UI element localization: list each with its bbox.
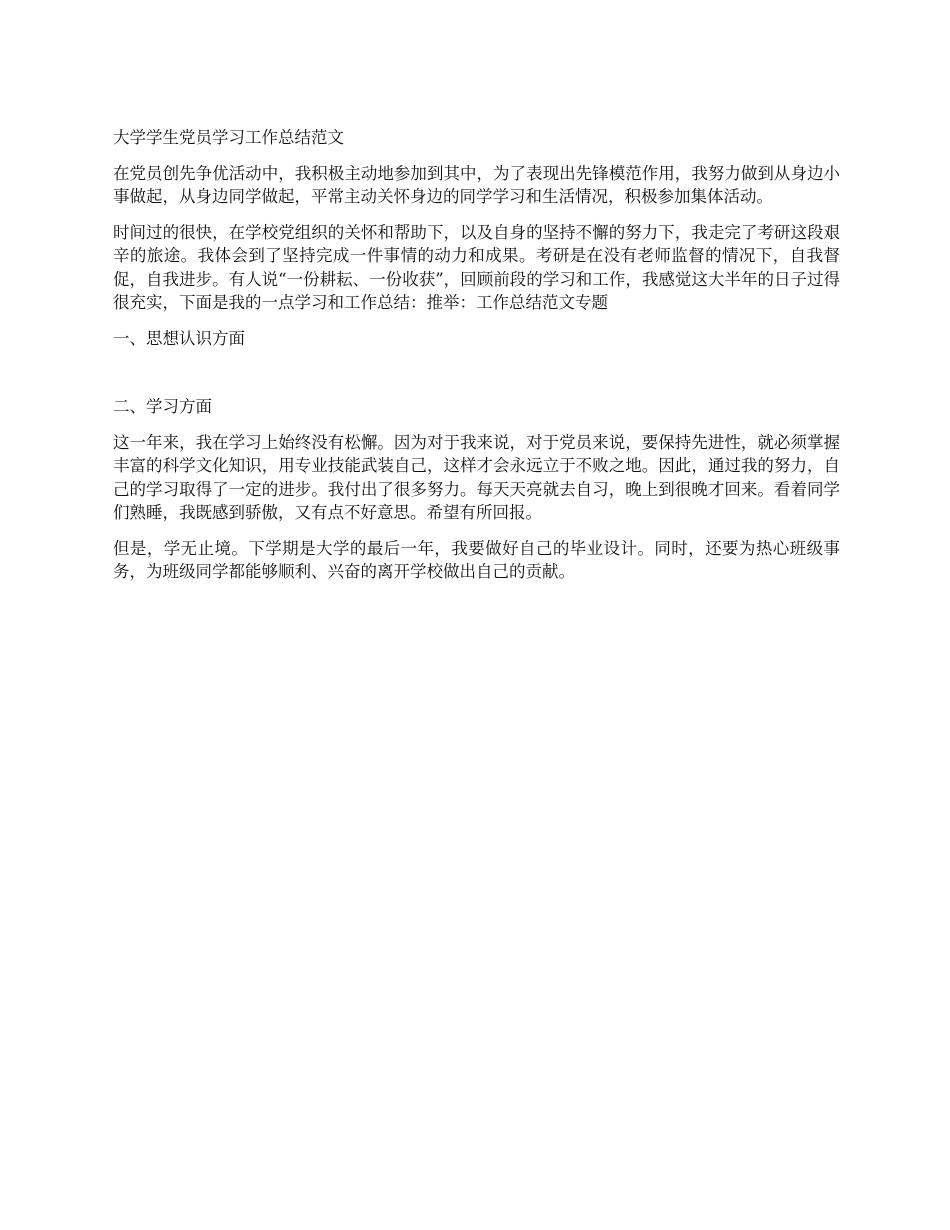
section-heading-thought: 一、思想认识方面 xyxy=(113,328,245,348)
paragraph-intro: 在党员创先争优活动中，我积极主动地参加到其中，为了表现出先锋模范作用，我努力做到从身边小事做起，从身边同学做起，平常主动关怀身边的同学学习和生活情况，积极参加集体活动。 xyxy=(113,163,840,206)
paragraph-conclusion: 但是，学无止境。下学期是大学的最后一年，我要做好自己的毕业设计。同时，还要为热心班级事务，为班级同学都能够顺利、兴奋的离开学校做出自己的贡献。 xyxy=(113,538,840,581)
section-heading-study: 二、学习方面 xyxy=(113,397,212,416)
document-title: 大学学生党员学习工作总结范文 xyxy=(113,128,344,147)
paragraph-study: 这一年来，我在学习上始终没有松懈。因为对于我来说，对于党员来说，要保持先进性，就必须掌握丰富的科学文化知识，用专业技能武装自己，这样才会永远立于不败之地。因此，通过我的努力，自己的学习取得了一定的进步。我付出了很多努力。每天天亮就去自习，晚上到很晚才回来。看着同学们熟睡，我既感到骄傲，又有点不好意思。希望有所回报。 xyxy=(113,432,840,522)
document-page xyxy=(113,126,840,596)
paragraph-summary: 时间过的很快，在学校党组织的关怀和帮助下，以及自身的坚持不懈的努力下，我走完了考研这段艰辛的旅途。我体会到了坚持完成一件事情的动力和成果。考研是在没有老师监督的情况下，自我督促，自我进步。有人说“一份耕耘、一份收获”，回顾前段的学习和工作，我感觉这大半年的日子过得很充实，下面是我的一点学习和工作总结：推举：工作总结范文专题 xyxy=(113,222,840,312)
